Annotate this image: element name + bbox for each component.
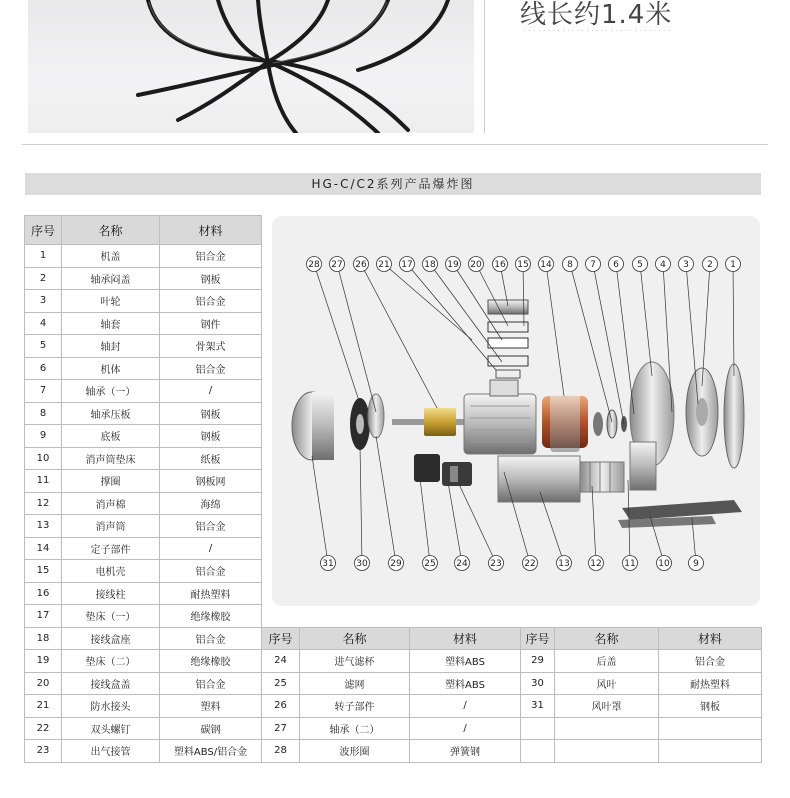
table-row [521, 740, 762, 763]
table-row [25, 537, 262, 560]
callout-25 [423, 556, 438, 571]
cell-name: 双头螺钉 [62, 717, 160, 740]
leader-line [360, 446, 362, 563]
callout-number: 18 [424, 260, 436, 270]
table-row [25, 515, 262, 538]
cell-name: 轴封 [62, 335, 160, 358]
leader-line [458, 482, 496, 563]
cell-name: 接线柱 [62, 582, 160, 605]
cell-no [521, 740, 555, 763]
fan-cover-part [292, 392, 334, 460]
parts-table-mid [261, 627, 521, 763]
cell-name: 波形圈 [300, 740, 410, 763]
callout-21 [377, 257, 392, 272]
callout-11 [623, 556, 638, 571]
motor-housing-part [464, 380, 536, 454]
table-row [25, 470, 262, 493]
callout-18 [423, 257, 438, 272]
callout-number: 10 [658, 559, 670, 569]
cell-no: 30 [521, 672, 555, 695]
callout-27 [330, 257, 345, 272]
cell-material: 铝合金 [160, 515, 262, 538]
cell-name: 风叶罩 [555, 695, 659, 718]
cell-name: 轴承闷盖 [62, 267, 160, 290]
callout-number: 31 [322, 559, 334, 569]
table-row [25, 312, 262, 335]
cell-material: 钢板 [160, 267, 262, 290]
cell-material: 铝合金 [160, 290, 262, 313]
cell-name: 轴承压板 [62, 402, 160, 425]
callout-number: 29 [390, 559, 402, 569]
callout-24 [455, 556, 470, 571]
section-title: HG-C/C2系列产品爆炸图 [25, 173, 761, 195]
cell-no: 24 [262, 650, 300, 673]
leader-line [540, 492, 564, 563]
table-row [25, 605, 262, 628]
cell-material [659, 740, 762, 763]
cell-name [555, 740, 659, 763]
callout-12 [589, 556, 604, 571]
cell-no: 8 [25, 402, 62, 425]
cell-material: / [410, 695, 521, 718]
cell-name: 出气接管 [62, 740, 160, 763]
rear-cover-part [368, 394, 384, 438]
cell-name: 撑圈 [62, 470, 160, 493]
cell-no: 18 [25, 627, 62, 650]
cell-material: 钢板 [659, 695, 762, 718]
leader-line [476, 264, 508, 326]
cell-material: 碳钢 [160, 717, 262, 740]
base-plate-part [618, 500, 742, 528]
callout-2 [703, 257, 718, 272]
silencer-part [498, 456, 624, 502]
cell-name: 接线盒盖 [62, 672, 160, 695]
callout-number: 19 [447, 260, 459, 270]
parts-table-right-body [521, 650, 762, 763]
cell-no: 12 [25, 492, 62, 515]
cell-no: 16 [25, 582, 62, 605]
cell-name: 后盖 [555, 650, 659, 673]
section-separator [22, 144, 768, 145]
table-row [25, 650, 262, 673]
cell-no: 10 [25, 447, 62, 470]
callout-23 [489, 556, 504, 571]
callout-number: 9 [693, 559, 699, 569]
table-row [25, 267, 262, 290]
header-material: 材料 [659, 628, 762, 650]
fan-part [350, 398, 370, 450]
callout-number: 24 [456, 559, 468, 569]
cell-name: 接线盒座 [62, 627, 160, 650]
cell-no: 21 [25, 695, 62, 718]
cell-no: 31 [521, 695, 555, 718]
leader-line [337, 264, 376, 412]
cell-material: 绝缘橡胶 [160, 650, 262, 673]
cell-name: 电机壳 [62, 560, 160, 583]
cell-no: 26 [262, 695, 300, 718]
callout-14 [539, 257, 554, 272]
leader-line [593, 264, 624, 424]
callout-number: 1 [730, 260, 736, 270]
table-row [521, 695, 762, 718]
leader-line [592, 486, 596, 563]
filter-parts [414, 454, 472, 486]
callout-28 [307, 257, 322, 272]
cell-material: 铝合金 [160, 560, 262, 583]
table-row [262, 717, 521, 740]
table-row [25, 695, 262, 718]
cell-material: / [410, 717, 521, 740]
cell-name: 滤网 [300, 672, 410, 695]
table-row [25, 717, 262, 740]
cell-name: 消声筒 [62, 515, 160, 538]
callout-8 [563, 257, 578, 272]
cell-no: 17 [25, 605, 62, 628]
cell-no: 15 [25, 560, 62, 583]
leader-line [733, 264, 734, 376]
cell-no: 6 [25, 357, 62, 380]
callout-number: 13 [558, 559, 570, 569]
table-row [25, 335, 262, 358]
cell-material: 钢板网 [160, 470, 262, 493]
leader-line [361, 264, 437, 408]
leader-line [420, 478, 430, 563]
table-row [262, 650, 521, 673]
cell-material: 铝合金 [659, 650, 762, 673]
table-row [25, 740, 262, 763]
callout-number: 3 [683, 260, 689, 270]
cell-material: 铝合金 [160, 245, 262, 268]
leader-line [546, 264, 564, 396]
table-row [25, 447, 262, 470]
cell-no: 7 [25, 380, 62, 403]
cell-name: 消声筒垫床 [62, 447, 160, 470]
callout-number: 11 [624, 559, 636, 569]
exploded-view-diagram [272, 216, 760, 606]
parts-table-right [520, 627, 762, 763]
callout-16 [493, 257, 508, 272]
cell-no: 5 [25, 335, 62, 358]
cell-name: 底板 [62, 425, 160, 448]
leader-line [376, 436, 396, 563]
callout-number: 2 [707, 260, 713, 270]
table-row [521, 672, 762, 695]
table-row [25, 380, 262, 403]
cell-name: 消声棉 [62, 492, 160, 515]
callout-number: 30 [356, 559, 368, 569]
cable-length-caption: 线长约1.4米 [520, 0, 673, 30]
cell-no: 27 [262, 717, 300, 740]
callout-number: 20 [470, 260, 482, 270]
table-row [25, 492, 262, 515]
cable-image [28, 0, 474, 133]
cell-material: 铝合金 [160, 357, 262, 380]
cell-name: 转子部件 [300, 695, 410, 718]
cell-name: 防水接头 [62, 695, 160, 718]
callout-9 [689, 556, 704, 571]
cell-no [521, 717, 555, 740]
cell-material: 耐热塑料 [659, 672, 762, 695]
front-cover-part [724, 364, 744, 468]
cell-no: 3 [25, 290, 62, 313]
table-row [262, 695, 521, 718]
callout-30 [355, 556, 370, 571]
rotor-part [392, 408, 470, 436]
cell-material: 骨架式 [160, 335, 262, 358]
cell-name [555, 717, 659, 740]
parts-table-left [24, 215, 262, 763]
callout-29 [389, 556, 404, 571]
terminal-box-parts [488, 300, 528, 378]
cell-no: 22 [25, 717, 62, 740]
leader-line [407, 264, 496, 370]
cable-photo [28, 0, 474, 133]
callout-number: 6 [613, 260, 619, 270]
cell-material: 纸板 [160, 447, 262, 470]
cell-material: 塑料ABS/铝合金 [160, 740, 262, 763]
cell-material: 弹簧钢 [410, 740, 521, 763]
cell-material: 钢板 [160, 425, 262, 448]
decorative-dotted-line: · · · · · · · · · · · · · · · · · · · · · · · · · · · · · · · [524, 28, 671, 35]
table-row [25, 560, 262, 583]
callout-number: 4 [660, 260, 666, 270]
table-row [262, 740, 521, 763]
table-row [25, 357, 262, 380]
table-row [521, 650, 762, 673]
callout-3 [679, 257, 694, 272]
cell-name: 轴承（二） [300, 717, 410, 740]
parts-table-left-body [25, 245, 262, 763]
callout-20 [469, 257, 484, 272]
cell-material: 塑料 [160, 695, 262, 718]
cell-name: 定子部件 [62, 537, 160, 560]
stator-part [542, 392, 588, 452]
table-row [521, 717, 762, 740]
callout-number: 17 [401, 260, 413, 270]
callout-number: 12 [590, 559, 602, 569]
cell-no: 28 [262, 740, 300, 763]
leader-line [640, 264, 652, 376]
cell-material: 绝缘橡胶 [160, 605, 262, 628]
cell-material: 塑料ABS [410, 672, 521, 695]
leader-line [312, 456, 328, 563]
leader-line [448, 482, 462, 563]
cell-name: 垫床（二） [62, 650, 160, 673]
cell-no: 2 [25, 267, 62, 290]
cell-name: 轴承（一） [62, 380, 160, 403]
header-name: 名称 [555, 628, 659, 650]
callout-6 [609, 257, 624, 272]
leader-line [384, 264, 472, 340]
callout-number: 25 [424, 559, 436, 569]
callout-5 [633, 257, 648, 272]
callout-4 [656, 257, 671, 272]
cell-no: 9 [25, 425, 62, 448]
leader-line [523, 264, 524, 326]
callout-number: 5 [637, 260, 643, 270]
cell-material: 钢板 [160, 402, 262, 425]
callout-number: 7 [590, 260, 596, 270]
callout-number: 27 [331, 260, 343, 270]
cell-no: 25 [262, 672, 300, 695]
photo-divider [484, 0, 485, 133]
callout-15 [516, 257, 531, 272]
cell-name: 机盖 [62, 245, 160, 268]
cell-material: 钢件 [160, 312, 262, 335]
callout-10 [657, 556, 672, 571]
header-material: 材料 [160, 216, 262, 245]
parts-table-mid-body [262, 650, 521, 763]
callout-number: 21 [378, 260, 390, 270]
table-row [25, 245, 262, 268]
callout-13 [557, 556, 572, 571]
cell-no: 11 [25, 470, 62, 493]
leader-line [616, 264, 634, 414]
cell-name: 轴套 [62, 312, 160, 335]
callout-7 [586, 257, 601, 272]
cell-no: 13 [25, 515, 62, 538]
table-row [25, 290, 262, 313]
table-row [25, 425, 262, 448]
cell-material: 铝合金 [160, 672, 262, 695]
exploded-view-svg [272, 216, 760, 606]
table-row [262, 672, 521, 695]
cell-material: / [160, 537, 262, 560]
cell-name: 垫床（一） [62, 605, 160, 628]
table-row [25, 402, 262, 425]
cell-material: / [160, 380, 262, 403]
header-name: 名称 [300, 628, 410, 650]
cell-material: 耐热塑料 [160, 582, 262, 605]
table-row [25, 627, 262, 650]
leader-line [702, 264, 710, 386]
callout-number: 8 [567, 260, 573, 270]
callout-1 [726, 257, 741, 272]
callout-19 [446, 257, 461, 272]
table-row [25, 582, 262, 605]
cell-no: 19 [25, 650, 62, 673]
callout-26 [354, 257, 369, 272]
cell-no: 14 [25, 537, 62, 560]
cell-material [659, 717, 762, 740]
cell-name: 风叶 [555, 672, 659, 695]
cell-no: 1 [25, 245, 62, 268]
machine-body-part [630, 362, 674, 490]
header-no: 序号 [25, 216, 62, 245]
callout-number: 26 [355, 260, 367, 270]
header-no: 序号 [521, 628, 555, 650]
callout-22 [523, 556, 538, 571]
header-no: 序号 [262, 628, 300, 650]
callout-number: 22 [524, 559, 536, 569]
callout-number: 14 [540, 260, 552, 270]
callout-number: 23 [490, 559, 502, 569]
cell-no: 20 [25, 672, 62, 695]
callout-number: 16 [494, 260, 506, 270]
callout-number: 15 [517, 260, 529, 270]
callout-17 [400, 257, 415, 272]
cell-no: 29 [521, 650, 555, 673]
cell-material: 铝合金 [160, 627, 262, 650]
cell-no: 4 [25, 312, 62, 335]
cell-name: 机体 [62, 357, 160, 380]
header-name: 名称 [62, 216, 160, 245]
table-row [25, 672, 262, 695]
cell-no: 23 [25, 740, 62, 763]
cell-name: 进气滤杯 [300, 650, 410, 673]
cell-name: 叶轮 [62, 290, 160, 313]
cell-material: 塑料ABS [410, 650, 521, 673]
callout-31 [321, 556, 336, 571]
header-material: 材料 [410, 628, 521, 650]
callout-number: 28 [308, 260, 320, 270]
cell-material: 海绵 [160, 492, 262, 515]
